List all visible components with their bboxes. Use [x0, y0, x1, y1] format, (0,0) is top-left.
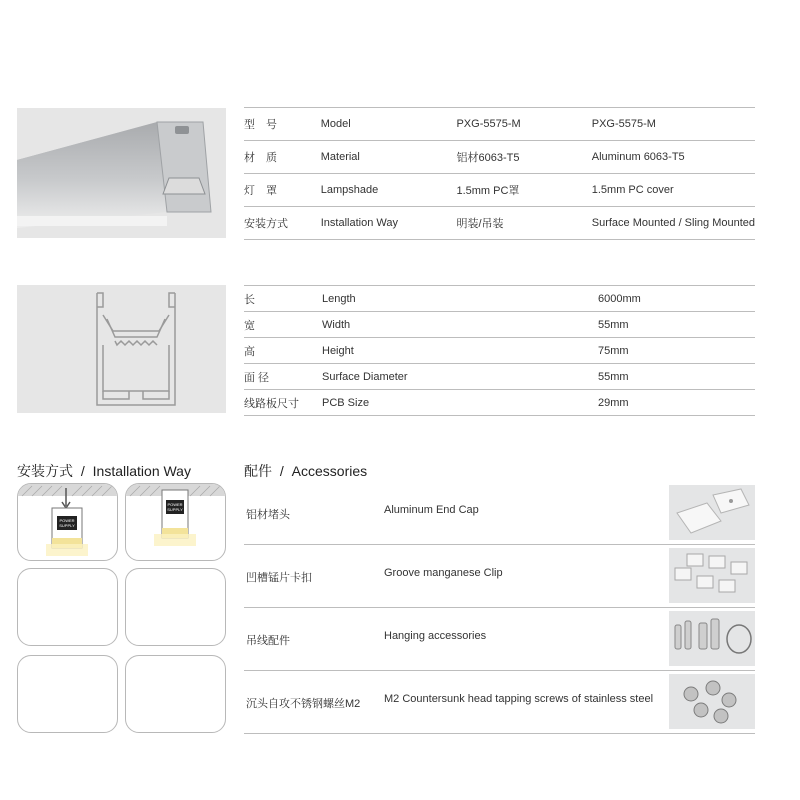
accessories-title-cn: 配件	[244, 463, 272, 479]
row-value: 29mm	[598, 396, 629, 409]
cross-section-drawing	[17, 285, 226, 413]
installation-panel-empty	[125, 655, 226, 733]
accessory-name-en: M2 Countersunk head tapping screws of stainless steel	[384, 693, 654, 705]
installation-section-title	[17, 461, 191, 481]
table-row	[244, 141, 755, 174]
accessory-photo	[669, 548, 755, 603]
row-label-en: Length	[322, 292, 356, 305]
table-row	[244, 286, 755, 312]
list-item	[244, 671, 755, 734]
row-label-cn: 宽	[244, 319, 255, 332]
profile-photo	[17, 108, 226, 238]
table-row	[244, 207, 755, 240]
table-row	[244, 174, 755, 207]
table-row	[244, 390, 755, 416]
row-value-cn: 明装/吊装	[456, 218, 504, 230]
row-value-en: Aluminum 6063-T5	[591, 151, 685, 163]
row-value-en: Surface Mounted / Sling Mounted	[591, 217, 755, 229]
row-value: 55mm	[598, 318, 629, 331]
accessory-name-en: Groove manganese Clip	[384, 567, 503, 579]
row-label-cn: 灯 罩	[244, 185, 277, 197]
accessory-name-cn: 凹槽锰片卡扣	[246, 572, 312, 584]
title-separator: /	[80, 463, 85, 479]
installation-panel-empty	[17, 568, 118, 646]
table-row	[244, 338, 755, 364]
installation-diagram-recessed	[125, 483, 226, 561]
row-label-en: Installation Way	[320, 217, 398, 229]
accessory-name-en: Hanging accessories	[384, 630, 487, 642]
profile-cross-section-illustration	[17, 285, 226, 413]
accessory-name-cn: 吊线配件	[246, 635, 290, 647]
installation-diagram-surface	[17, 483, 118, 561]
accessory-name-cn: 沉头自攻不锈钢螺丝M2	[246, 698, 361, 710]
row-label-en: PCB Size	[322, 396, 370, 409]
row-label-cn: 材 质	[244, 152, 277, 164]
row-label-cn: 高	[244, 345, 255, 358]
table-row	[244, 108, 755, 141]
row-value: 55mm	[598, 370, 629, 383]
power-supply-label: POWER SUPPLY	[167, 502, 183, 512]
accessory-photo	[669, 611, 755, 666]
title-separator: /	[279, 463, 284, 479]
row-label-cn: 型 号	[244, 119, 277, 131]
installation-panel-empty	[17, 655, 118, 733]
row-label-cn: 安装方式	[244, 218, 288, 230]
spec-table-model	[244, 107, 755, 240]
installation-panel-empty	[125, 568, 226, 646]
clip-illustration	[669, 548, 755, 603]
row-value-en: 1.5mm PC cover	[591, 184, 674, 196]
accessory-photo	[669, 674, 755, 729]
accessories-section-title	[244, 461, 367, 481]
accessories-list	[244, 482, 755, 734]
row-label-cn: 面 径	[244, 371, 270, 384]
accessory-name-cn: 铝材堵头	[246, 509, 290, 521]
row-value-en: PXG-5575-M	[591, 118, 656, 130]
accessories-title-en: Accessories	[291, 463, 368, 479]
row-value-cn: 1.5mm PC罩	[456, 185, 520, 197]
row-label-cn: 长	[244, 293, 255, 306]
power-supply-label: POWER SUPPLY	[59, 518, 75, 528]
row-label-en: Height	[322, 344, 354, 357]
installation-title-en: Installation Way	[92, 463, 191, 479]
row-value: 75mm	[598, 344, 629, 357]
accessory-photo	[669, 485, 755, 540]
hanging-kit-illustration	[669, 611, 755, 666]
row-value-cn: PXG-5575-M	[456, 118, 521, 130]
list-item	[244, 608, 755, 671]
end-cap-illustration	[669, 485, 755, 540]
row-label-en: Model	[320, 118, 351, 130]
table-row	[244, 312, 755, 338]
table-row	[244, 364, 755, 390]
installation-title-cn: 安装方式	[17, 463, 73, 479]
screws-illustration	[669, 674, 755, 729]
recessed-mount-illustration	[126, 484, 225, 560]
row-label-en: Lampshade	[320, 184, 379, 196]
list-item	[244, 545, 755, 608]
row-value: 6000mm	[598, 292, 641, 305]
list-item	[244, 482, 755, 545]
row-label-en: Width	[322, 318, 351, 331]
row-label-en: Surface Diameter	[322, 370, 408, 383]
row-value-cn: 铝材6063-T5	[456, 152, 520, 164]
aluminum-profile-illustration	[17, 108, 226, 238]
spec-table-dimensions	[244, 285, 755, 416]
accessory-name-en: Aluminum End Cap	[384, 504, 479, 516]
row-label-en: Material	[320, 151, 360, 163]
row-label-cn: 线路板尺寸	[244, 397, 299, 410]
